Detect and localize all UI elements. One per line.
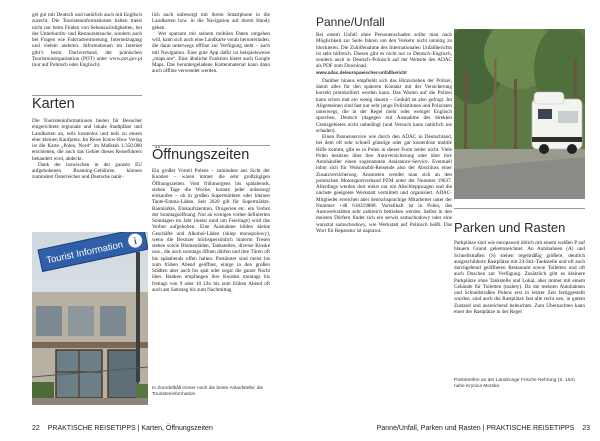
paragraph: gel gut mit Deutsch und natürlich auch mit Englisch zurecht. Die Touristeninformationen halten meist nicht nur beim Finden von Sehenswürdigkeiten, bei der Unterkunfts- und Restaurantsuche, sondern auch bei Fragen wie Fahrradvermietung, Internetzugang und vielem anderen. Informationen im Internet gibt’s beim Dachverband, der polnischen Tourismusorganisation (POT) unter www.pot.gov.pl (nur auf Polnisch oder Englisch).	[32, 12, 142, 68]
column-1-intro	[32, 12, 142, 68]
column-1-maps	[32, 118, 142, 181]
footer-right	[332, 424, 590, 433]
photo-illustration	[454, 29, 585, 199]
footer-left	[32, 424, 292, 433]
caption-text: In Zoordelbåll immer noch die beste Anlaufstelle: die Touristeninformation	[152, 386, 264, 397]
photo-caption	[454, 378, 585, 390]
photo-caption	[152, 386, 270, 398]
running-title: PRAKTISCHE REISETIPPS | Karten, Öffnungszeiten	[47, 425, 213, 432]
section-heading-hours: Öffnungszeiten	[152, 147, 250, 163]
column-2-top	[152, 12, 270, 75]
paragraph: Ein großer Vorteil Polens – zumindest aus Sicht der Kunden – waren immer die sehr großzügigen Öffnungszeiten. Vom frühmorgens bis spätabends, sieben Tage die Woche, konnte jeder unbesorgt einkaufen – ob in großen Supermärkten oder kleinen Tante-Emma-Läden. Seit 2020 gilt für Supermärkte, Baumärkte, Einkaufszentren, Drogerien etc. ein Verbot der Sonntagsöffnung. Nur an wenigen vorher definierten Sonntagen im Jahr (meist rund um Feiertage) wird das Verbot aufgehoben. Eine Ausnahme bilden kleine Geschäfte und Alkohol-Läden (sklep monopolowy), wenn die Besitzer höchstpersönlich hinterm Tresen stehen sowie Blumenläden, Tankstellen, diverse Kioske usw., die auch sonntags öffnen dürfen und ihre Türen oft bis spätabends offen halten. Postämter sind meist bis zum frühen Abend geöffnet, einige in den großen Städten aber auch bis spät oder sogar die ganze Nacht über. Banken empfangen ihre Kunden montags bis freitags von 9 oder 10 Uhr bis zum frühen Abend oft auch am Samstag bis zum Nachmittag.	[152, 168, 270, 293]
tourist-information-photo	[32, 232, 148, 405]
sign-i: i	[132, 235, 138, 248]
divider	[152, 145, 270, 146]
paragraph: lich auch unbesorgt mit ihrem Smartphone in die Landkarten bzw. in die Navigation auf ihrem Handy gehen.	[152, 12, 270, 31]
section-heading-maps: Karten	[32, 96, 75, 112]
photo-illustration	[32, 232, 148, 405]
paragraph: Bei einem Unfall ohne Personenschaden sollte man nach Möglichkeit zur Seite fahren um den Verkehr nicht unnötig zu blockieren. Die Zuhilfenahme des Internationalen Unfallberichts ist sehr hilfreich. Diesen gibt es nicht nur in Deutsch–Englisch, sondern auch in Deutsch–Polnisch auf der Website des ADAC als PDF zum Download.	[316, 32, 452, 70]
paragraph: Die Touristeninformationen bieten für Besucher eingerichtete regionale und lokale Stadtpläne und Landkarten an, teils kostenlos und teils zu einem eher kleinen Kaufpreis. Im Reise Know-How Verlag ist die Karte „Polen, Nord“ im Maßstab 1:350.000 erschienen, die auch das Gebiet dieses Reiseführers behandelt wird, abdeckt.	[32, 118, 142, 162]
section-heading-parking: Parken und Rasten	[454, 220, 566, 235]
divider	[454, 208, 585, 209]
sign-text: Tourist Information	[45, 239, 125, 267]
column-3	[316, 32, 452, 234]
motorhome-photo	[454, 29, 585, 199]
paragraph: Dank der inzwischen in der ganzen EU aufgehobenen Roaming-Gebühren können zumindest Österreicher und Deutsche natür-	[32, 161, 142, 181]
caption-text: Parkstreifen an der Landzunge Frische Nehrung (S. 154) nahe Krynica Morska	[454, 378, 575, 389]
paragraph: Einen Pannenservice wie durch den ADAC in Deutschland, bei dem oft sehr schnell günstige oder gar kostenlose mobile Hilfe kommt, gibt es in Polen in dieser Form leider nicht. Viele Polen besitzen über ihre Autoversicherung oder über ihre Autohändler einen sogenannten Assistance-Service. Eventuell lohnt sich für Wohnmobil-Reisende also der Abschluss einer Zusatzversicherung. Ansonsten wendet man sich an den polnischen Motorsportverband PZM unter der Nummer 19637. Allerdings werden dort meist nur ein Abschleppwagen und die nächste geeignete Werkstatt vermittelt und organisiert. ADAC-Mitglieder erreichen aber deutschsprachige Mitarbeiter unter der Nummer +48 618319888. Vorteilhaft ist in Polen, das Autowerkstätten sehr zahlreich betrieben werden. Selbst in den meisten Dörfern findet sich ein serwis samochodowy oder eine warsztat samochodowy, wie Werkstatt auf Polnisch heißt. Das Wort für Reparatur ist naprawa.	[316, 134, 452, 234]
column-2-hours	[152, 168, 270, 293]
section-heading-breakdown: Panne/Unfall	[316, 15, 385, 29]
url-link[interactable]: www.adac.de/europaeischer-unfallbericht	[316, 69, 407, 75]
paragraph: Wer sparsam mit seinem mobilen Daten umgehen will, kann sich auch eine Landkarte vorab herunterladen, die dann unterwegs offline zur Verfügung steht – auch mit Navigation. Eine gute App dafür ist beispielsweise „maps.me“. Eine ähnliche Funktion bietet auch Google Maps. Das heruntergeladene Kartenmaterial kann dann auch offline verwendet werden.	[152, 30, 270, 75]
column-4	[454, 240, 585, 315]
right-page	[300, 0, 600, 441]
running-title: Panne/Unfall, Parken und Rasten | PRAKTISCHE REISETIPPS	[376, 425, 575, 432]
paragraph: Darüber hinaus empfiehlt sich das Hinzuziehen der Polizei, damit alles für den späteren Kontakt mit der Versicherung korrekt protokolliert werden kann. Das Warten auf die Polizei kann schon mal ein wenig dauern – Geduld ist also gefragt. Im Allgemeinen sind fast nur sehr junge Polizistinnen und Polizisten unterwegs, die in der Regel mehr oder weniger Englisch sprechen, Deutsch (dagegen mit Ausnahme des direkten Grenzgebietes nicht unbedingt (und Versuch kann natürlich nie schaden).	[316, 77, 452, 134]
page-number: 22	[32, 425, 40, 432]
page-number: 23	[582, 425, 590, 432]
paragraph: Parkplätze sind wie europaweit üblich mit einem weißen P auf blauem Grund gekennzeichnet. An Autobahnen (A) und Schnellstraßen (S) stehen regelmäßig größere, deutlich ausgeschilderte Rastplätze mit 24-Std.-Tankstelle und oft auch durchgehend geöffneten Restaurant sowie Toiletten und oft auch Duschen zur Verfügung. Zusätzlich gibt es kleinere Parkplätze ohne Tankstelle und Lokal, aber immer mit einem Gebäude für Toiletten (toalety). Da die meisten Autobahnen und Schnellstraßen Polens erst in letzter Zeit fertiggestellt wurden, sind auch die Rastplätze fast alle recht neu, in gutem Zustand und ausreichend beleuchtet. Zum Übernachten kann einer der Rastplätze in der Regel	[454, 240, 585, 315]
